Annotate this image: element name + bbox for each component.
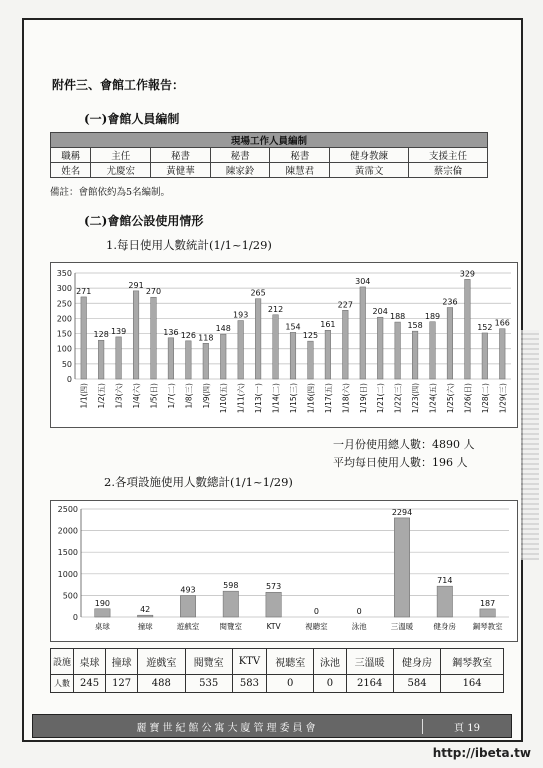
y-tick-label: 2500: [57, 505, 78, 514]
summary-total-label: 一月份使用總人數：: [333, 438, 432, 451]
summary-average-label: 平均每日使用人數：: [333, 456, 432, 469]
staff-title: 秘書: [210, 148, 270, 163]
data-label: 598: [223, 581, 239, 591]
data-label: 0: [356, 607, 362, 616]
report-heading: 附件三、會館工作報告：: [52, 78, 185, 92]
x-tick-label: 健身房: [433, 622, 457, 631]
data-label: 212: [267, 304, 284, 314]
staff-title: 主任: [91, 148, 151, 163]
x-tick-label: 1/13(一): [254, 383, 264, 414]
bar: [116, 337, 122, 379]
x-tick-label: 1/25(六): [445, 383, 455, 414]
bar: [465, 279, 471, 379]
facility-count: 0: [314, 675, 346, 693]
side-scan-mark: [521, 330, 539, 560]
data-label: 118: [198, 333, 214, 343]
data-label: 2294: [391, 507, 413, 517]
x-tick-label: 1/9(四): [201, 383, 211, 409]
summary-total: [333, 436, 475, 452]
x-tick-label: 1/8(三): [184, 383, 194, 409]
facility-name: 撞球: [106, 649, 138, 675]
data-label: 161: [320, 320, 336, 330]
y-tick-label: 300: [56, 284, 72, 294]
y-tick-label: 200: [56, 314, 72, 324]
data-label: 126: [180, 330, 197, 340]
facility-count: 584: [393, 675, 440, 693]
bar: [98, 340, 104, 379]
bar: [95, 609, 110, 617]
staff-note: 備註：會館依約為5名編制。: [50, 187, 171, 198]
y-tick-label: 0: [72, 613, 78, 622]
y-tick-label: 250: [56, 299, 72, 309]
summary-average-value: 196 人: [432, 456, 468, 469]
bar: [266, 592, 281, 617]
data-label: 136: [163, 327, 179, 337]
x-tick-label: 撞球: [137, 622, 153, 631]
staff-row-label-title: 職稱: [51, 148, 91, 163]
bar: [325, 330, 331, 379]
section2-title: (二)會館公設使用情形: [84, 214, 204, 228]
facility-usage-chart: [51, 501, 517, 641]
data-label: 0: [313, 607, 319, 616]
bar: [168, 338, 174, 379]
facility-name: 視聽室: [267, 649, 314, 675]
x-tick-label: 鋼琴教室: [472, 622, 503, 631]
site-watermark: http://ibeta.tw: [432, 746, 531, 760]
bar: [255, 299, 261, 379]
x-tick-label: 1/24(五): [428, 383, 438, 414]
data-label: 125: [302, 331, 319, 341]
facility-count: 164: [441, 675, 504, 693]
data-label: 42: [140, 605, 151, 615]
x-tick-label: 1/22(三): [393, 383, 403, 414]
facility-count: 2164: [346, 675, 393, 693]
bar: [308, 341, 314, 379]
facility-count: 535: [185, 675, 232, 693]
bar: [273, 315, 279, 379]
x-tick-label: 1/19(日): [358, 383, 368, 414]
facility-name: 泳池: [314, 649, 346, 675]
x-tick-label: 1/17(五): [323, 383, 333, 414]
data-label: 271: [76, 286, 92, 296]
bar: [137, 615, 152, 617]
y-tick-label: 350: [56, 269, 72, 278]
facility-table: [50, 648, 504, 693]
bar: [223, 591, 238, 617]
bar: [220, 334, 226, 379]
bar: [203, 343, 209, 379]
x-tick-label: 1/29(三): [498, 383, 508, 414]
chart1-title: 1.每日使用人數統計(1/1~1/29): [106, 238, 272, 252]
bar: [238, 321, 244, 379]
x-tick-label: 視聽室: [305, 622, 328, 631]
data-label: 714: [437, 576, 453, 586]
x-tick-label: 1/10(五): [219, 383, 229, 414]
x-tick-label: 1/1(四): [79, 383, 89, 409]
data-label: 190: [94, 598, 111, 608]
chart2-title: 2.各項設施使用人數總計(1/1~1/29): [104, 475, 293, 489]
y-tick-label: 500: [62, 591, 78, 601]
facility-row-label: 設施: [51, 649, 74, 675]
staff-name: 黃霈文: [330, 163, 409, 178]
x-tick-label: 1/5(日): [149, 383, 159, 409]
y-tick-label: 150: [56, 329, 72, 339]
data-label: 291: [128, 280, 144, 290]
data-label: 128: [93, 330, 109, 340]
facility-name: KTV: [232, 649, 266, 675]
bar: [81, 297, 87, 379]
facility-count: 0: [267, 675, 314, 693]
staff-title: 秘書: [151, 148, 211, 163]
staff-title: 支援主任: [409, 148, 488, 163]
staff-name: 尤慶宏: [91, 163, 151, 178]
staff-title: 秘書: [270, 148, 330, 163]
page-number: 頁 19: [422, 719, 511, 734]
staff-row-label-name: 姓名: [51, 163, 91, 178]
bar: [499, 329, 505, 379]
facility-count: 488: [138, 675, 185, 693]
x-tick-label: 1/16(四): [306, 383, 316, 414]
x-tick-label: 1/26(日): [463, 383, 473, 414]
footer-text: 麗寶世紀館公寓大廈管理委員會: [136, 722, 319, 734]
data-label: 304: [355, 276, 371, 286]
x-tick-label: 1/14(二): [271, 383, 281, 414]
x-tick-label: 桌球: [94, 622, 110, 631]
data-label: 270: [145, 287, 162, 297]
facility-name: 三溫暖: [346, 649, 393, 675]
bar: [290, 332, 296, 379]
summary-total-value: 4890 人: [432, 438, 475, 451]
data-label: 193: [233, 310, 249, 320]
data-label: 166: [494, 318, 510, 328]
x-tick-label: 1/21(二): [376, 383, 386, 414]
facility-count: 127: [106, 675, 138, 693]
bar: [377, 317, 383, 379]
facility-count: 583: [232, 675, 266, 693]
bar: [133, 291, 139, 379]
count-row-label: 人數: [51, 675, 74, 693]
facility-name: 桌球: [74, 649, 106, 675]
data-label: 154: [285, 322, 301, 332]
data-label: 188: [389, 312, 406, 322]
facility-usage-chart-frame: [50, 500, 518, 642]
summary-average: [333, 454, 468, 470]
x-tick-label: 遊戲室: [176, 622, 200, 631]
x-tick-label: 1/7(二): [166, 383, 176, 409]
facility-name: 健身房: [393, 649, 440, 675]
daily-usage-chart: [51, 263, 517, 427]
data-label: 158: [407, 321, 423, 331]
x-tick-label: 泳池: [351, 622, 367, 631]
bar: [360, 287, 366, 379]
facility-name: 閱覽室: [185, 649, 232, 675]
data-label: 152: [477, 322, 493, 332]
data-label: 187: [479, 598, 496, 608]
bar: [180, 596, 195, 617]
x-tick-label: 三溫暖: [390, 622, 414, 631]
bar: [186, 341, 192, 379]
section1-title: (一)會館人員編制: [84, 112, 180, 126]
staff-name: 陳家鈴: [210, 163, 270, 178]
daily-usage-chart-frame: [50, 262, 518, 428]
y-tick-label: 100: [56, 344, 72, 354]
facility-name: 鋼琴教室: [441, 649, 504, 675]
bar: [394, 518, 409, 617]
facility-name: 遊戲室: [138, 649, 185, 675]
bar: [151, 297, 157, 379]
x-tick-label: 1/2(五): [97, 383, 107, 409]
bar: [343, 310, 349, 379]
data-label: 189: [424, 311, 441, 321]
y-tick-label: 2000: [57, 526, 78, 536]
y-tick-label: 50: [61, 359, 72, 369]
data-label: 139: [110, 326, 127, 336]
y-tick-label: 1000: [57, 569, 78, 579]
data-label: 265: [250, 288, 266, 298]
x-tick-label: 1/11(六): [236, 383, 246, 414]
data-label: 204: [372, 307, 388, 317]
bar: [412, 331, 418, 379]
data-label: 573: [265, 582, 282, 592]
staff-table-caption: 現場工作人員編制: [51, 133, 488, 148]
page-footer: [32, 714, 512, 738]
bar: [437, 586, 452, 617]
bar: [480, 609, 495, 617]
x-tick-label: KTV: [266, 622, 281, 631]
bar: [482, 333, 488, 379]
facility-count: 245: [74, 675, 106, 693]
data-label: 493: [180, 585, 196, 595]
staff-table: [50, 132, 488, 178]
bar: [395, 322, 401, 379]
y-tick-label: 1500: [57, 548, 78, 558]
x-tick-label: 閱覽室: [219, 622, 243, 631]
data-label: 148: [215, 324, 231, 334]
data-label: 236: [442, 297, 458, 307]
x-tick-label: 1/18(六): [341, 383, 351, 414]
x-tick-label: 1/3(六): [114, 383, 124, 409]
x-tick-label: 1/28(二): [480, 383, 490, 414]
y-tick-label: 0: [66, 375, 72, 384]
staff-name: 黃健華: [151, 163, 211, 178]
data-label: 227: [337, 300, 353, 310]
x-tick-label: 1/15(三): [289, 383, 298, 414]
staff-title: 健身教練: [330, 148, 409, 163]
data-label: 329: [459, 269, 476, 279]
x-tick-label: 1/4(六): [132, 383, 142, 409]
staff-name: 陳慧君: [270, 163, 330, 178]
bar: [430, 322, 436, 379]
bar: [447, 308, 453, 379]
x-tick-label: 1/23(四): [411, 383, 421, 414]
staff-name: 蔡宗倫: [409, 163, 488, 178]
